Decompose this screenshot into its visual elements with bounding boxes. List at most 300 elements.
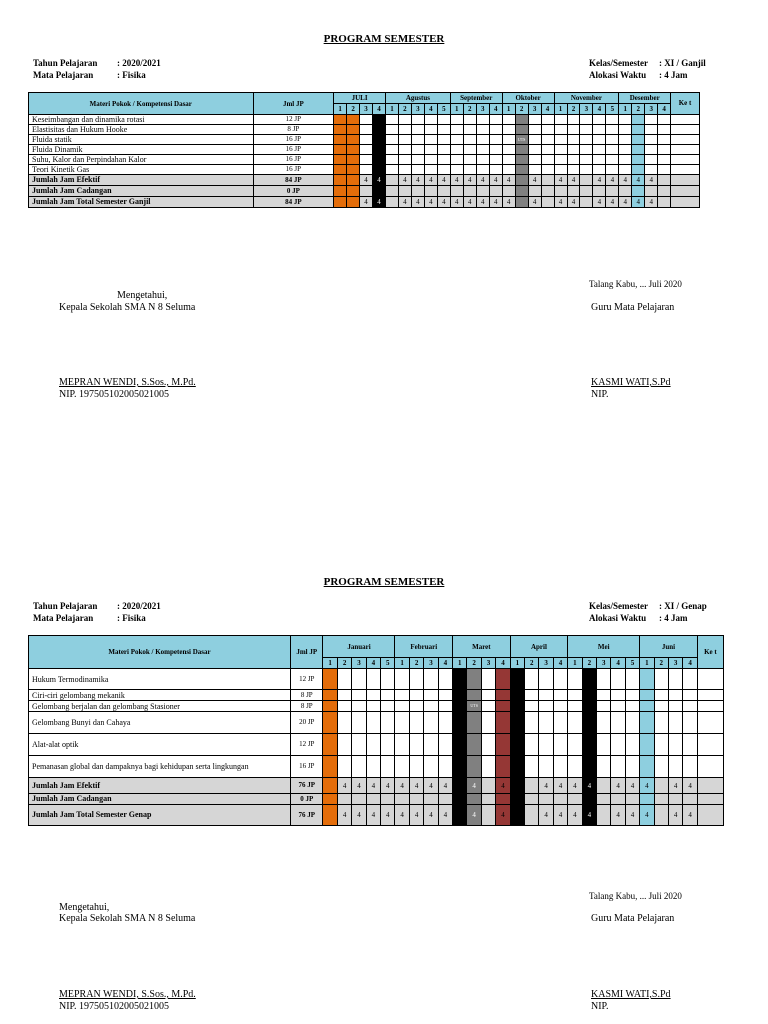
week-cell	[683, 734, 697, 756]
month-header: Desember	[619, 93, 671, 104]
week-cell	[424, 165, 437, 175]
week-cell	[553, 734, 567, 756]
week-cell	[424, 135, 437, 145]
week-cell	[645, 155, 658, 165]
week-cell	[683, 701, 697, 712]
week-cell	[334, 155, 347, 165]
month-header: April	[510, 636, 568, 658]
week-cell	[381, 701, 395, 712]
week-cell	[334, 165, 347, 175]
summary-week-cell	[386, 186, 399, 197]
week-cell	[323, 690, 337, 701]
week-cell	[463, 115, 476, 125]
week-cell	[438, 712, 452, 734]
summary-week-cell	[409, 794, 423, 805]
summary-jp: 76 JP	[291, 805, 323, 826]
summary-week-cell	[467, 794, 481, 805]
summary-week-cell: 4	[476, 175, 489, 186]
week-cell	[580, 115, 593, 125]
summary-week-cell	[597, 805, 611, 826]
week-cell	[606, 135, 619, 145]
guru-name-text: KASMI WATI,S.Pd	[591, 377, 671, 388]
week-cell	[597, 734, 611, 756]
summary-week-cell: 4	[568, 805, 582, 826]
summary-jp: 76 JP	[291, 778, 323, 794]
week-cell	[658, 165, 671, 175]
summary-week-cell	[360, 186, 373, 197]
header-info-left-2	[33, 600, 161, 624]
month-header: Oktober	[502, 93, 554, 104]
week-cell	[645, 135, 658, 145]
week-number: 4	[438, 658, 452, 669]
week-cell	[366, 701, 380, 712]
summary-week-cell	[463, 186, 476, 197]
summary-week-cell: 4	[683, 805, 697, 826]
week-cell	[347, 125, 360, 135]
week-cell	[360, 125, 373, 135]
week-number: 5	[625, 658, 639, 669]
week-cell	[611, 701, 625, 712]
summary-week-cell	[683, 794, 697, 805]
mapel-value: : Fisika	[117, 613, 146, 623]
week-cell	[489, 165, 502, 175]
week-cell	[528, 155, 541, 165]
week-cell	[658, 135, 671, 145]
summary-week-cell: 4	[683, 778, 697, 794]
week-cell	[619, 115, 632, 125]
summary-week-cell: 4	[625, 778, 639, 794]
week-cell	[323, 734, 337, 756]
program-semester-table-genap	[28, 635, 724, 826]
summary-week-cell	[625, 794, 639, 805]
week-cell	[409, 669, 423, 690]
week-number: 2	[567, 104, 580, 115]
week-number: 5	[437, 104, 450, 115]
guru-name-text: KASMI WATI,S.Pd	[591, 989, 671, 1000]
week-cell	[525, 690, 539, 701]
summary-week-cell: 4	[398, 197, 411, 208]
week-cell	[467, 690, 481, 701]
week-cell	[668, 712, 682, 734]
jp-cell: 16 JP	[253, 145, 334, 155]
week-cell	[658, 155, 671, 165]
week-cell	[510, 701, 524, 712]
col-jml-header: Jml JP	[291, 636, 323, 669]
week-cell	[360, 155, 373, 165]
summary-week-cell	[453, 778, 467, 794]
week-cell	[424, 701, 438, 712]
week-cell	[395, 734, 409, 756]
week-cell	[645, 125, 658, 135]
summary-week-cell	[352, 794, 366, 805]
week-cell	[619, 145, 632, 155]
week-cell	[528, 125, 541, 135]
week-cell	[437, 145, 450, 155]
week-cell	[411, 155, 424, 165]
table-row	[29, 125, 700, 135]
summary-week-cell	[580, 186, 593, 197]
week-cell	[528, 135, 541, 145]
summary-week-cell: 4	[381, 805, 395, 826]
summary-week-cell	[619, 186, 632, 197]
summary-week-cell	[373, 186, 386, 197]
week-cell	[625, 701, 639, 712]
kepala-sekolah-name-2	[59, 989, 196, 1001]
week-cell	[593, 135, 606, 145]
week-cell	[539, 669, 553, 690]
ket-cell	[697, 805, 723, 826]
week-cell	[352, 734, 366, 756]
kepala-sekolah-title-2: Kepala Sekolah SMA N 8 Seluma	[59, 913, 196, 924]
week-cell	[580, 155, 593, 165]
summary-week-cell: 4	[424, 197, 437, 208]
summary-week-cell	[424, 186, 437, 197]
alokasi-label: Alokasi Waktu	[589, 70, 647, 80]
summary-week-cell: 4	[502, 197, 515, 208]
week-cell	[645, 115, 658, 125]
week-number: 2	[632, 104, 645, 115]
week-number: 1	[568, 658, 582, 669]
week-cell	[582, 701, 596, 712]
summary-week-cell: 4	[632, 197, 645, 208]
week-cell	[366, 690, 380, 701]
summary-week-cell: 4	[528, 175, 541, 186]
summary-week-cell	[334, 175, 347, 186]
summary-week-cell: 4	[645, 175, 658, 186]
week-cell	[334, 125, 347, 135]
week-cell	[502, 125, 515, 135]
week-number: 4	[373, 104, 386, 115]
summary-week-cell	[541, 197, 554, 208]
week-cell	[496, 756, 510, 778]
header-info-right-2	[589, 600, 707, 624]
week-cell	[366, 756, 380, 778]
week-cell	[515, 145, 528, 155]
week-cell	[554, 165, 567, 175]
summary-week-cell: 4	[438, 805, 452, 826]
week-cell	[654, 701, 668, 712]
week-number: 1	[510, 658, 524, 669]
month-header: Agustus	[386, 93, 451, 104]
week-cell	[453, 734, 467, 756]
week-cell	[437, 125, 450, 135]
alokasi-label: Alokasi Waktu	[589, 613, 647, 623]
summary-week-cell: 4	[528, 197, 541, 208]
materi-cell: Teori Kinetik Gas	[29, 165, 254, 175]
summary-week-cell	[366, 794, 380, 805]
week-cell	[411, 125, 424, 135]
week-number: 3	[668, 658, 682, 669]
materi-cell: Pemanasan global dan dampaknya bagi kehidupan serta lingkungan	[29, 756, 291, 778]
week-cell	[632, 155, 645, 165]
week-cell	[337, 734, 351, 756]
week-cell	[352, 669, 366, 690]
summary-week-cell: 4	[489, 197, 502, 208]
jp-cell: 16 JP	[291, 756, 323, 778]
summary-week-cell	[347, 197, 360, 208]
summary-week-cell	[323, 805, 337, 826]
week-number: 4	[489, 104, 502, 115]
week-cell	[567, 145, 580, 155]
summary-week-cell	[386, 197, 399, 208]
summary-week-cell	[597, 778, 611, 794]
week-cell	[481, 690, 495, 701]
kelas-label: Kelas/Semester	[589, 601, 648, 611]
week-cell	[386, 165, 399, 175]
ket-cell	[671, 165, 700, 175]
week-cell	[567, 155, 580, 165]
week-cell	[553, 701, 567, 712]
week-cell	[337, 701, 351, 712]
table-row	[29, 712, 724, 734]
week-cell	[632, 135, 645, 145]
summary-week-cell: 4	[539, 805, 553, 826]
summary-week-cell: 4	[424, 175, 437, 186]
week-cell	[645, 165, 658, 175]
week-cell	[554, 155, 567, 165]
summary-week-cell	[525, 805, 539, 826]
summary-week-cell	[334, 197, 347, 208]
week-number: 2	[463, 104, 476, 115]
kepala-sekolah-title: Kepala Sekolah SMA N 8 Seluma	[59, 302, 196, 313]
month-header: Mei	[568, 636, 640, 658]
summary-week-cell: 4	[438, 778, 452, 794]
week-cell	[381, 756, 395, 778]
summary-label: Jumlah Jam Cadangan	[29, 794, 291, 805]
week-cell	[352, 690, 366, 701]
col-materi-header: Materi Pokok / Kompetensi Dasar	[29, 636, 291, 669]
week-cell	[398, 115, 411, 125]
week-cell	[438, 690, 452, 701]
week-cell	[632, 145, 645, 155]
week-cell	[481, 669, 495, 690]
week-cell	[606, 145, 619, 155]
page-title: PROGRAM SEMESTER	[323, 33, 445, 45]
week-cell	[567, 135, 580, 145]
summary-week-cell: 4	[668, 778, 682, 794]
week-cell	[395, 756, 409, 778]
summary-week-cell: 4	[539, 778, 553, 794]
summary-week-cell: 4	[373, 197, 386, 208]
week-cell	[510, 756, 524, 778]
week-cell	[668, 734, 682, 756]
summary-week-cell	[450, 186, 463, 197]
week-cell	[467, 756, 481, 778]
summary-week-cell	[398, 186, 411, 197]
kepala-sekolah-name	[59, 377, 196, 389]
week-cell	[510, 734, 524, 756]
week-number: 4	[683, 658, 697, 669]
summary-week-cell	[411, 186, 424, 197]
week-cell	[539, 712, 553, 734]
table-row	[29, 145, 700, 155]
week-cell	[525, 734, 539, 756]
week-cell	[515, 125, 528, 135]
week-cell	[619, 165, 632, 175]
week-cell	[568, 701, 582, 712]
kelas-value: : XI / Genap	[659, 601, 707, 611]
guru-nip-2: NIP.	[591, 1001, 609, 1012]
mengetahui-label-2: Mengetahui,	[59, 902, 110, 913]
week-number: 3	[580, 104, 593, 115]
summary-week-cell: 4	[411, 197, 424, 208]
summary-week-cell: 4	[606, 197, 619, 208]
summary-week-cell: 4	[645, 197, 658, 208]
week-cell	[409, 701, 423, 712]
summary-week-cell	[654, 794, 668, 805]
summary-row	[29, 778, 724, 794]
summary-week-cell	[510, 805, 524, 826]
week-cell	[424, 734, 438, 756]
table-row	[29, 756, 724, 778]
week-cell	[463, 135, 476, 145]
week-cell	[366, 734, 380, 756]
summary-week-cell	[525, 794, 539, 805]
week-cell	[515, 165, 528, 175]
week-cell	[386, 155, 399, 165]
week-cell	[611, 734, 625, 756]
week-cell	[580, 145, 593, 155]
week-cell	[398, 155, 411, 165]
ket-cell	[671, 197, 700, 208]
ket-cell	[697, 669, 723, 690]
summary-week-cell	[386, 175, 399, 186]
summary-week-cell: 4	[496, 778, 510, 794]
week-cell	[352, 756, 366, 778]
week-cell	[502, 115, 515, 125]
week-number: 2	[525, 658, 539, 669]
tahun-label: Tahun Pelajaran	[33, 601, 98, 611]
summary-week-cell	[567, 186, 580, 197]
summary-week-cell	[593, 186, 606, 197]
week-number: 3	[481, 658, 495, 669]
jp-cell: 12 JP	[291, 734, 323, 756]
week-cell	[568, 734, 582, 756]
week-cell	[553, 669, 567, 690]
week-cell	[510, 669, 524, 690]
summary-jp: 84 JP	[253, 197, 334, 208]
summary-week-cell: 4	[567, 175, 580, 186]
summary-week-cell: 4	[360, 175, 373, 186]
week-cell	[323, 756, 337, 778]
table-row	[29, 135, 700, 145]
summary-week-cell	[580, 175, 593, 186]
week-cell	[463, 155, 476, 165]
summary-week-cell	[632, 186, 645, 197]
week-cell	[409, 712, 423, 734]
week-cell	[553, 756, 567, 778]
week-cell	[606, 155, 619, 165]
summary-week-cell	[481, 805, 495, 826]
week-number: 3	[645, 104, 658, 115]
week-number: 1	[453, 658, 467, 669]
week-cell	[611, 690, 625, 701]
summary-week-cell	[438, 794, 452, 805]
week-cell	[395, 690, 409, 701]
week-cell	[515, 155, 528, 165]
week-cell	[541, 145, 554, 155]
week-number: 4	[553, 658, 567, 669]
week-cell	[489, 145, 502, 155]
week-number: 4	[541, 104, 554, 115]
summary-week-cell: 4	[496, 805, 510, 826]
week-cell	[619, 135, 632, 145]
week-cell	[606, 125, 619, 135]
week-cell	[481, 712, 495, 734]
summary-week-cell: 4	[640, 805, 654, 826]
summary-week-cell	[539, 794, 553, 805]
week-cell	[411, 135, 424, 145]
summary-week-cell: 4	[489, 175, 502, 186]
summary-week-cell	[568, 794, 582, 805]
week-number: 1	[323, 658, 337, 669]
col-ket-header: Ke t	[671, 93, 700, 115]
summary-week-cell	[541, 175, 554, 186]
week-cell	[347, 115, 360, 125]
week-cell	[554, 125, 567, 135]
kelas-value: : XI / Ganjil	[659, 58, 706, 68]
week-cell	[381, 690, 395, 701]
month-header: JULI	[334, 93, 386, 104]
week-cell	[347, 155, 360, 165]
week-cell	[525, 756, 539, 778]
table-row	[29, 165, 700, 175]
week-cell	[625, 712, 639, 734]
guru-name-2	[591, 989, 671, 1001]
materi-cell: Elastisitas dan Hukum Hooke	[29, 125, 254, 135]
month-header: September	[450, 93, 502, 104]
week-cell	[450, 145, 463, 155]
summary-week-cell	[580, 197, 593, 208]
week-cell	[450, 135, 463, 145]
week-cell	[553, 690, 567, 701]
week-cell	[539, 701, 553, 712]
summary-week-cell	[658, 175, 671, 186]
week-cell	[597, 712, 611, 734]
week-cell	[640, 734, 654, 756]
summary-week-cell: 4	[424, 778, 438, 794]
week-cell	[528, 165, 541, 175]
week-cell	[597, 669, 611, 690]
week-cell	[481, 756, 495, 778]
week-cell	[360, 145, 373, 155]
week-number: 3	[539, 658, 553, 669]
week-cell	[424, 125, 437, 135]
summary-week-cell: 4	[373, 175, 386, 186]
week-cell	[654, 690, 668, 701]
week-cell	[476, 135, 489, 145]
month-header: Maret	[453, 636, 511, 658]
summary-week-cell	[525, 778, 539, 794]
week-cell	[481, 734, 495, 756]
week-cell	[476, 125, 489, 135]
week-cell	[438, 701, 452, 712]
table-row	[29, 734, 724, 756]
week-cell	[411, 115, 424, 125]
week-cell	[424, 669, 438, 690]
week-cell	[541, 155, 554, 165]
summary-week-cell: 4	[463, 175, 476, 186]
table-row	[29, 669, 724, 690]
week-cell	[496, 669, 510, 690]
week-cell	[658, 125, 671, 135]
week-number: 5	[381, 658, 395, 669]
week-number: 2	[347, 104, 360, 115]
summary-week-cell: 4	[409, 778, 423, 794]
week-cell: UTS	[467, 701, 481, 712]
table-row	[29, 701, 724, 712]
summary-label: Jumlah Jam Efektif	[29, 175, 254, 186]
